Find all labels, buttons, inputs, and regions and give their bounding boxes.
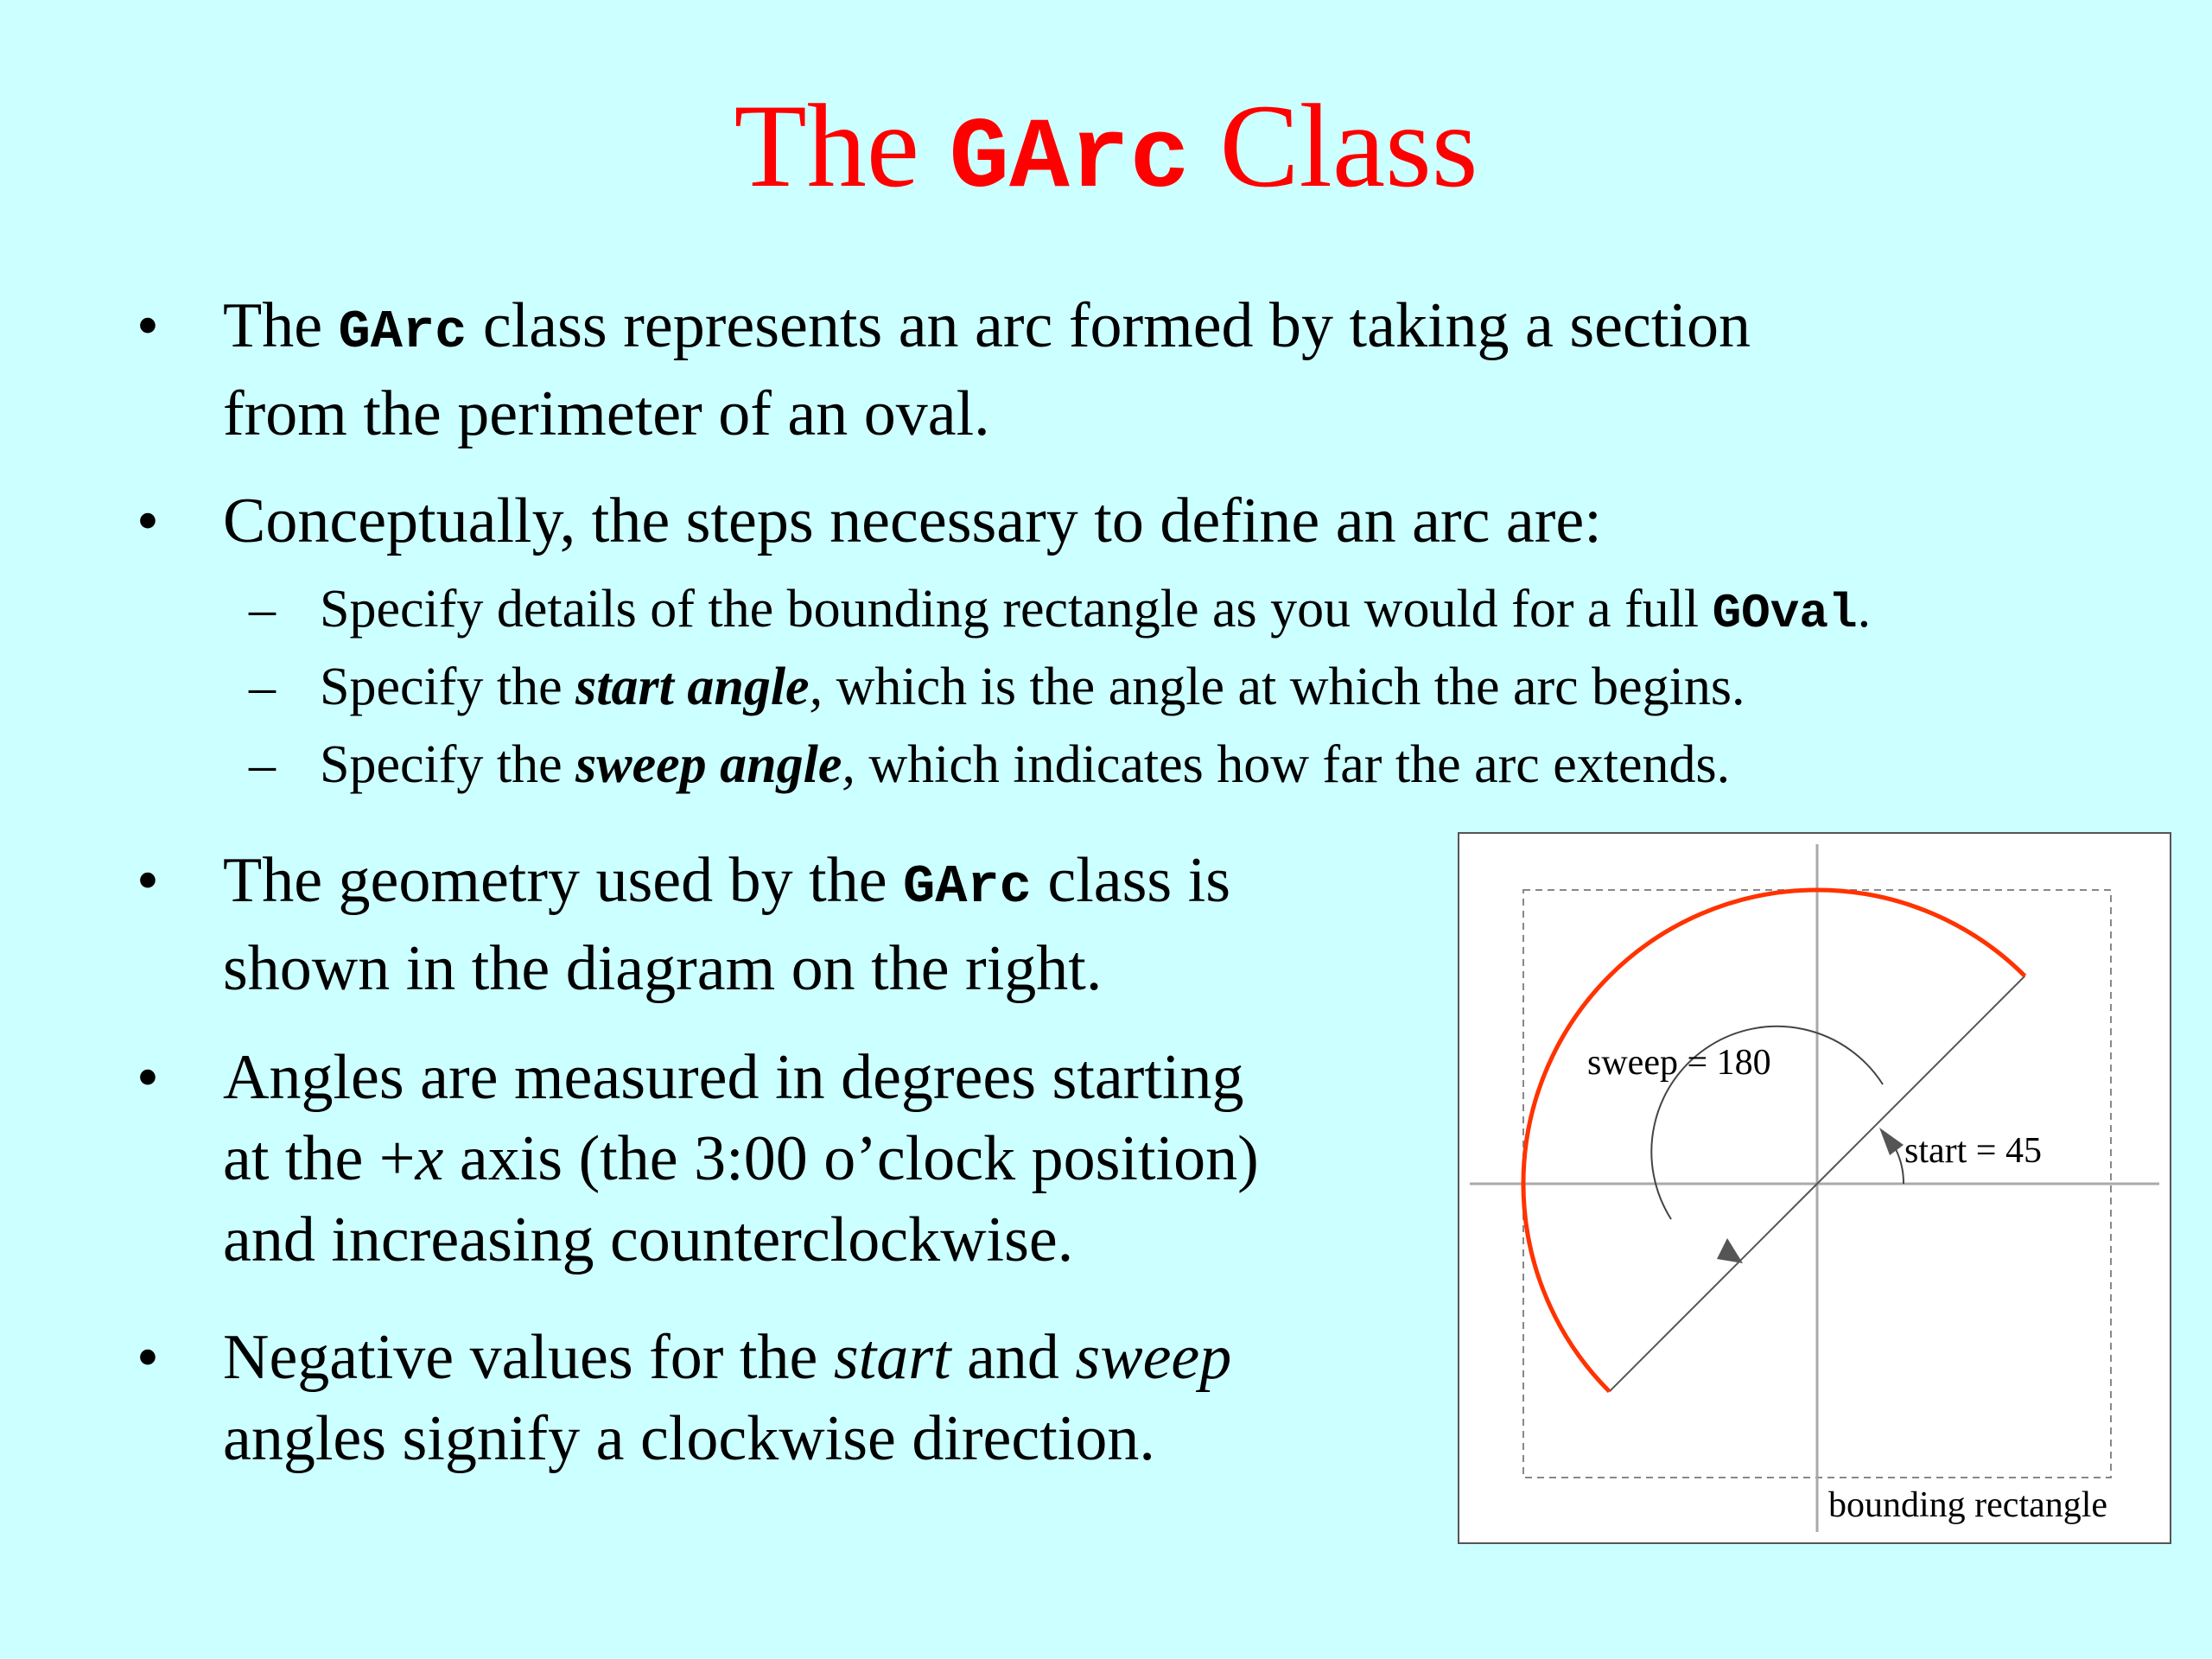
text-run: which indicates how far the arc extends. — [868, 735, 1731, 794]
bullet-line: from the perimeter of an oval. — [223, 378, 990, 449]
code-garc: GArc — [338, 302, 467, 363]
diagram-svg — [1459, 834, 2170, 1542]
sub-bullet-text — [320, 726, 1730, 804]
text-italic: sweep — [1075, 1322, 1232, 1393]
bullet-dot: • — [137, 1042, 159, 1113]
bullet-text — [223, 1317, 1231, 1479]
dash: – — [249, 658, 276, 716]
bullet-line: Angles are measured in degrees starting — [223, 1042, 1244, 1113]
text-run: , — [842, 735, 855, 794]
text-run: which is the angle at which the arc begins. — [836, 658, 1745, 716]
text-run: at the + — [223, 1123, 416, 1194]
start-arrowhead-icon — [1879, 1128, 1904, 1155]
text-italic: x — [415, 1123, 444, 1194]
bullet-dot: • — [137, 845, 159, 916]
slide-title — [0, 79, 2212, 216]
text-italic: start — [833, 1322, 951, 1393]
bullet-dot: • — [137, 290, 159, 361]
title-prefix: The — [734, 79, 920, 212]
text-run: Specify the — [320, 735, 563, 794]
title-suffix: Class — [1219, 79, 1478, 212]
text-run: and — [967, 1322, 1059, 1393]
start-label: start = 45 — [1904, 1131, 2042, 1171]
bullet-dot: • — [137, 1322, 159, 1393]
bullet-text — [223, 285, 1751, 454]
bullet-line — [223, 1118, 1259, 1199]
text-run: axis (the 3:00 o’clock position) — [459, 1123, 1259, 1194]
bullet-line: and increasing counterclockwise. — [223, 1205, 1074, 1275]
term-sweep-angle: sweep angle — [575, 735, 842, 794]
text-run: Specify the — [320, 658, 563, 716]
bullet-text: Conceptually, the steps necessary to define an arc are: — [223, 486, 1602, 556]
text-run: class is — [1047, 845, 1231, 916]
sweep-label: sweep = 180 — [1587, 1043, 1771, 1083]
text-run: . — [1857, 580, 1872, 639]
bullet-text — [223, 840, 1230, 1009]
text-run: , — [809, 658, 823, 716]
text-run: The geometry used by the — [223, 845, 887, 916]
dash: – — [249, 735, 276, 794]
text-run: Specify details of the bounding rectangle as you would for a full — [320, 580, 1700, 639]
end-radius-line — [1610, 1184, 1817, 1391]
dash: – — [249, 580, 276, 639]
term-start-angle: start angle — [575, 658, 810, 716]
garc-geometry-diagram — [1458, 832, 2171, 1544]
bullet-line — [223, 285, 1751, 373]
code-goval: GOval — [1712, 586, 1858, 641]
code-garc: GArc — [903, 856, 1032, 918]
text-run: Negative values for the — [223, 1322, 818, 1393]
bullet-line — [223, 1317, 1231, 1398]
text-run: The — [223, 290, 323, 361]
bullet-line: angles signify a clockwise direction. — [223, 1403, 1155, 1474]
bullet-line — [223, 840, 1230, 928]
bullet-line: shown in the diagram on the right. — [223, 933, 1103, 1004]
bounding-rectangle-label: bounding rectangle — [1828, 1485, 2108, 1525]
start-indicator-arc — [1896, 1149, 1904, 1184]
sweep-arrowhead-icon — [1717, 1238, 1743, 1263]
title-code: GArc — [949, 102, 1190, 216]
text-run: class represents an arc formed by taking a section — [482, 290, 1751, 361]
sub-bullet-text — [320, 648, 1745, 726]
bullet-dot: • — [137, 486, 159, 556]
sub-bullet-text — [320, 570, 1871, 652]
bullet-text — [223, 1037, 1259, 1281]
